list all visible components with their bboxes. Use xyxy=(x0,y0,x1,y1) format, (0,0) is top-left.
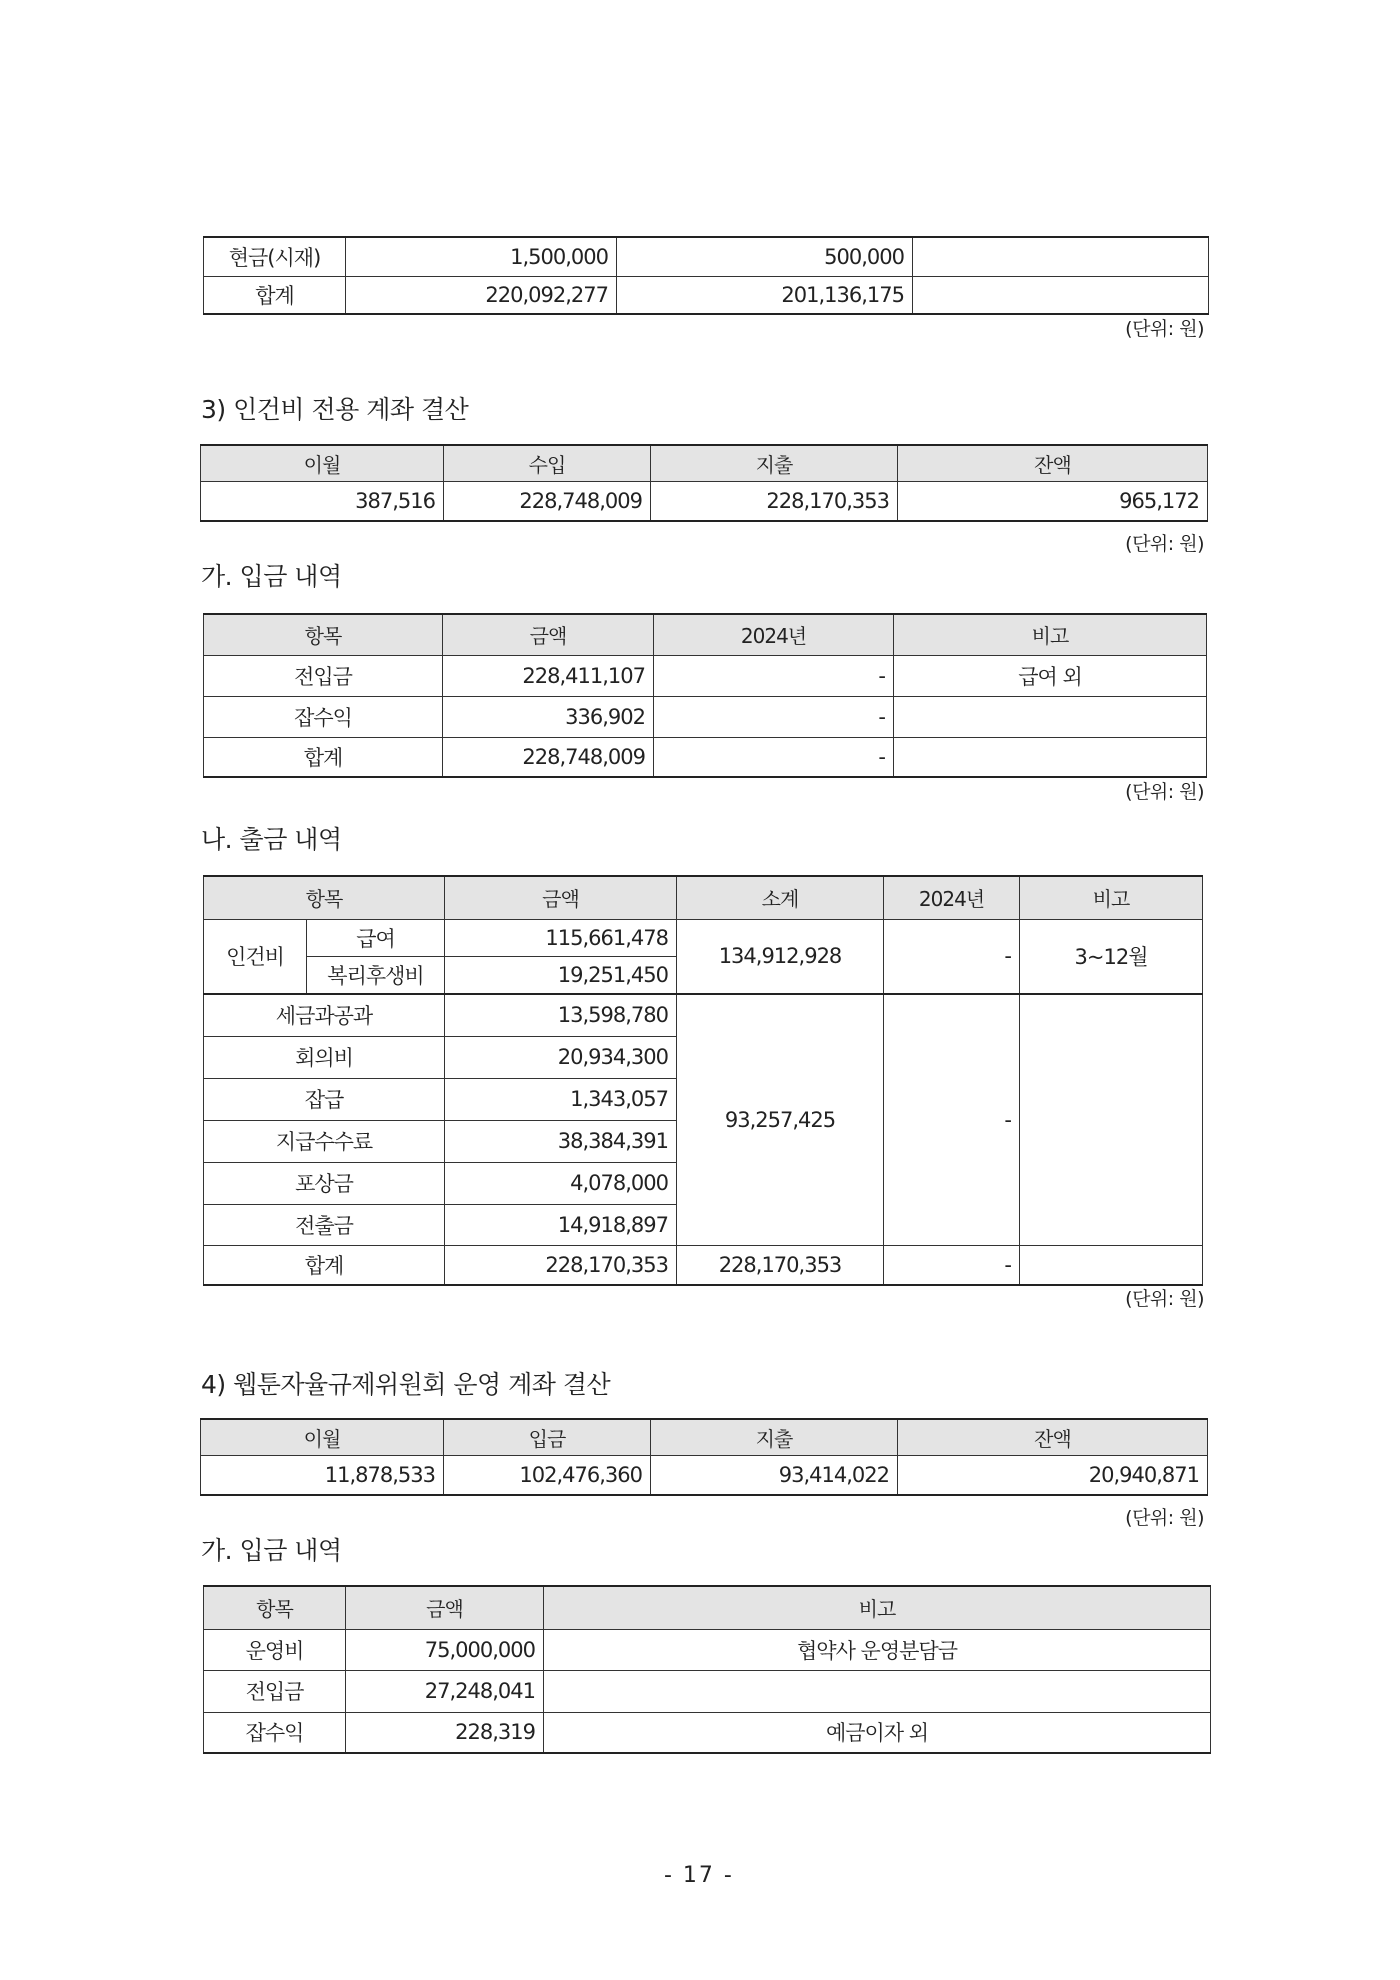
amount-cell: 201,136,175 xyxy=(617,276,913,314)
header-cell: 금액 xyxy=(445,876,677,919)
section-3-heading: 3) 인건비 전용 계좌 결산 xyxy=(201,395,469,424)
note-cell xyxy=(894,696,1207,737)
balance-cell: 965,172 xyxy=(898,481,1208,521)
table-header-row xyxy=(204,1586,1211,1629)
table-row xyxy=(204,276,1209,314)
header-cell: 수입 xyxy=(444,445,651,481)
header-cell: 비고 xyxy=(894,614,1207,655)
amount-cell: 13,598,780 xyxy=(445,994,677,1036)
header-cell: 입금 xyxy=(444,1419,651,1455)
unit-label: (단위: 원) xyxy=(1125,1507,1204,1529)
table-row xyxy=(204,919,1203,956)
header-cell: 항목 xyxy=(204,876,445,919)
deposit-cell: 102,476,360 xyxy=(444,1455,651,1495)
amount-cell: 38,384,391 xyxy=(445,1120,677,1162)
s3-deposit-table xyxy=(203,613,1207,778)
table-row xyxy=(204,655,1207,696)
empty-cell xyxy=(913,276,1209,314)
carryover-cell: 11,878,533 xyxy=(201,1455,444,1495)
item-cell: 잡수익 xyxy=(204,1712,346,1753)
item-cell: 잡급 xyxy=(204,1078,445,1120)
table-row xyxy=(204,1629,1211,1670)
subtotal-cell: 134,912,928 xyxy=(677,919,884,994)
year-cell: - xyxy=(654,737,894,777)
amount-cell: 228,319 xyxy=(346,1712,544,1753)
amount-cell: 228,170,353 xyxy=(445,1245,677,1285)
table-row xyxy=(204,737,1207,777)
amount-cell: 14,918,897 xyxy=(445,1204,677,1245)
amount-cell: 115,661,478 xyxy=(445,919,677,956)
s4-deposit-heading: 가. 입금 내역 xyxy=(201,1536,342,1565)
s3-deposit-heading: 가. 입금 내역 xyxy=(201,562,342,591)
expense-cell: 93,414,022 xyxy=(651,1455,898,1495)
empty-cell xyxy=(913,237,1209,276)
s3-withdrawal-heading: 나. 출금 내역 xyxy=(201,825,342,854)
table-header-row xyxy=(204,876,1203,919)
s4-deposit-table xyxy=(203,1585,1211,1754)
amount-cell: 4,078,000 xyxy=(445,1162,677,1204)
s4-summary-table-block xyxy=(200,1418,1208,1496)
note-cell xyxy=(1020,1245,1203,1285)
note-cell xyxy=(894,737,1207,777)
table-row xyxy=(204,994,1203,1036)
note-cell xyxy=(1020,994,1203,1245)
item-cell: 현금(시재) xyxy=(204,237,346,276)
s3-withdrawal-table xyxy=(203,875,1203,1286)
amount-cell: 228,748,009 xyxy=(443,737,654,777)
item-cell: 급여 xyxy=(307,919,445,956)
s3-summary-table xyxy=(200,444,1208,522)
header-cell: 2024년 xyxy=(654,614,894,655)
header-cell: 금액 xyxy=(443,614,654,655)
page-number: - 17 - xyxy=(664,1863,734,1888)
amount-cell: 27,248,041 xyxy=(346,1670,544,1712)
note-cell: 예금이자 외 xyxy=(544,1712,1211,1753)
header-cell: 잔액 xyxy=(898,445,1208,481)
subtotal-cell: 93,257,425 xyxy=(677,994,884,1245)
amount-cell: 228,411,107 xyxy=(443,655,654,696)
unit-label: (단위: 원) xyxy=(1125,533,1204,555)
item-cell: 복리후생비 xyxy=(307,956,445,994)
amount-cell: 1,343,057 xyxy=(445,1078,677,1120)
item-cell: 합계 xyxy=(204,737,443,777)
table-header-row xyxy=(201,1419,1208,1455)
amount-cell: 20,934,300 xyxy=(445,1036,677,1078)
header-cell: 이월 xyxy=(201,445,444,481)
note-cell: 급여 외 xyxy=(894,655,1207,696)
amount-cell: 75,000,000 xyxy=(346,1629,544,1670)
item-cell: 합계 xyxy=(204,276,346,314)
item-cell: 전입금 xyxy=(204,1670,346,1712)
year-cell: - xyxy=(654,696,894,737)
year-cell: - xyxy=(884,994,1020,1245)
item-cell: 지급수수료 xyxy=(204,1120,445,1162)
table-row xyxy=(204,237,1209,276)
header-cell: 항목 xyxy=(204,1586,346,1629)
item-cell: 회의비 xyxy=(204,1036,445,1078)
expense-cell: 228,170,353 xyxy=(651,481,898,521)
item-cell: 포상금 xyxy=(204,1162,445,1204)
item-cell: 합계 xyxy=(204,1245,445,1285)
table-header-row xyxy=(204,614,1207,655)
header-cell: 비고 xyxy=(1020,876,1203,919)
amount-cell: 19,251,450 xyxy=(445,956,677,994)
unit-label: (단위: 원) xyxy=(1125,1288,1204,1310)
table-row xyxy=(201,1455,1208,1495)
header-cell: 이월 xyxy=(201,1419,444,1455)
table-row xyxy=(201,481,1208,521)
s3-withdrawal-table-block xyxy=(203,875,1203,1286)
header-cell: 항목 xyxy=(204,614,443,655)
subtotal-cell: 228,170,353 xyxy=(677,1245,884,1285)
note-cell xyxy=(544,1670,1211,1712)
group-cell-personnel: 인건비 xyxy=(204,919,307,994)
s4-summary-table xyxy=(200,1418,1208,1496)
amount-cell: 220,092,277 xyxy=(346,276,617,314)
item-cell: 전입금 xyxy=(204,655,443,696)
balance-cell: 20,940,871 xyxy=(898,1455,1208,1495)
header-cell: 잔액 xyxy=(898,1419,1208,1455)
unit-label: (단위: 원) xyxy=(1125,781,1204,803)
header-cell: 지출 xyxy=(651,445,898,481)
carryover-cell: 387,516 xyxy=(201,481,444,521)
amount-cell: 1,500,000 xyxy=(346,237,617,276)
item-cell: 운영비 xyxy=(204,1629,346,1670)
s4-deposit-table-block xyxy=(203,1585,1211,1754)
item-cell: 세금과공과 xyxy=(204,994,445,1036)
item-cell: 잡수익 xyxy=(204,696,443,737)
header-cell: 소계 xyxy=(677,876,884,919)
s3-summary-table-block xyxy=(200,444,1208,522)
table-row xyxy=(204,696,1207,737)
table-header-row xyxy=(201,445,1208,481)
header-cell: 2024년 xyxy=(884,876,1020,919)
year-cell: - xyxy=(654,655,894,696)
header-cell: 금액 xyxy=(346,1586,544,1629)
item-cell: 전출금 xyxy=(204,1204,445,1245)
header-cell: 비고 xyxy=(544,1586,1211,1629)
cash-balance-table-block xyxy=(203,236,1209,315)
note-cell: 3~12월 xyxy=(1020,919,1203,994)
s3-deposit-table-block xyxy=(203,613,1207,778)
year-cell: - xyxy=(884,1245,1020,1285)
income-cell: 228,748,009 xyxy=(444,481,651,521)
table-row xyxy=(204,1712,1211,1753)
unit-label: (단위: 원) xyxy=(1125,318,1204,340)
cash-balance-table xyxy=(203,236,1209,315)
year-cell: - xyxy=(884,919,1020,994)
header-cell: 지출 xyxy=(651,1419,898,1455)
table-row xyxy=(204,1670,1211,1712)
amount-cell: 500,000 xyxy=(617,237,913,276)
amount-cell: 336,902 xyxy=(443,696,654,737)
table-total-row xyxy=(204,1245,1203,1285)
section-4-heading: 4) 웹툰자율규제위원회 운영 계좌 결산 xyxy=(201,1370,611,1399)
note-cell: 협약사 운영분담금 xyxy=(544,1629,1211,1670)
